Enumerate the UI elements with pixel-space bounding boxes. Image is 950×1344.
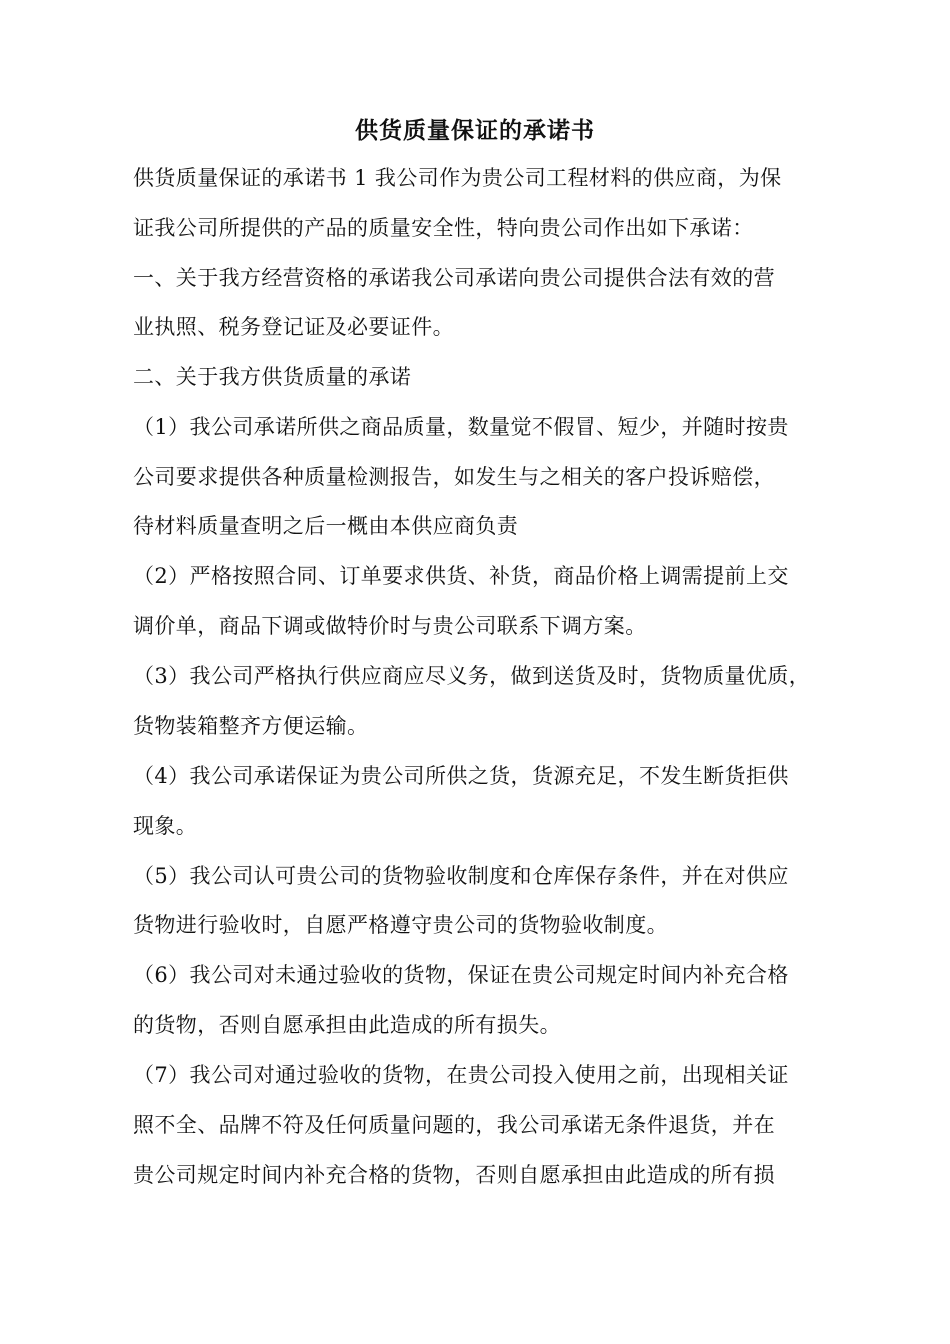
body-line: （4）我公司承诺保证为贵公司所供之货，货源充足，不发生断货拒供 [133,764,789,788]
body-line: 货物装箱整齐方便运输。 [133,714,369,738]
body-line: 照不全、品牌不符及任何质量问题的，我公司承诺无条件退货，并在 [133,1113,775,1137]
body-line: 调价单，商品下调或做特价时与贵公司联系下调方案。 [133,614,647,638]
body-line: （5）我公司认可贵公司的货物验收制度和仓库保存条件，并在对供应 [133,864,789,888]
body-line: （6）我公司对未通过验收的货物，保证在贵公司规定时间内补充合格 [133,963,789,987]
body-line: 业执照、税务登记证及必要证件。 [133,315,454,339]
body-line: 贵公司规定时间内补充合格的货物，否则自愿承担由此造成的所有损 [133,1163,775,1187]
section-heading: 二、关于我方供货质量的承诺 [133,365,412,389]
body-line: 一、关于我方经营资格的承诺我公司承诺向贵公司提供合法有效的营 [133,266,775,290]
body-line: （1）我公司承诺所供之商品质量，数量觉不假冒、短少，并随时按贵 [133,415,789,439]
body-line: 货物进行验收时，自愿严格遵守贵公司的货物验收制度。 [133,913,668,937]
body-line: （2）严格按照合同、订单要求供货、补货，商品价格上调需提前上交 [133,564,789,588]
body-line: （7）我公司对通过验收的货物，在贵公司投入使用之前，出现相关证 [133,1063,789,1087]
body-line: 的货物，否则自愿承担由此造成的所有损失。 [133,1013,561,1037]
body-line: 证我公司所提供的产品的质量安全性，特向贵公司作出如下承诺： [133,216,754,240]
body-line: 供货质量保证的承诺书 1 我公司作为贵公司工程材料的供应商，为保 [133,166,782,190]
document-title: 供货质量保证的承诺书 [355,117,595,144]
body-line: 公司要求提供各种质量检测报告，如发生与之相关的客户投诉赔偿， [133,465,775,489]
body-line: 待材料质量查明之后一概由本供应商负责 [133,514,519,538]
body-line: 现象。 [133,814,198,838]
body-line: （3）我公司严格执行供应商应尽义务，做到送货及时，货物质量优质， [133,664,811,688]
